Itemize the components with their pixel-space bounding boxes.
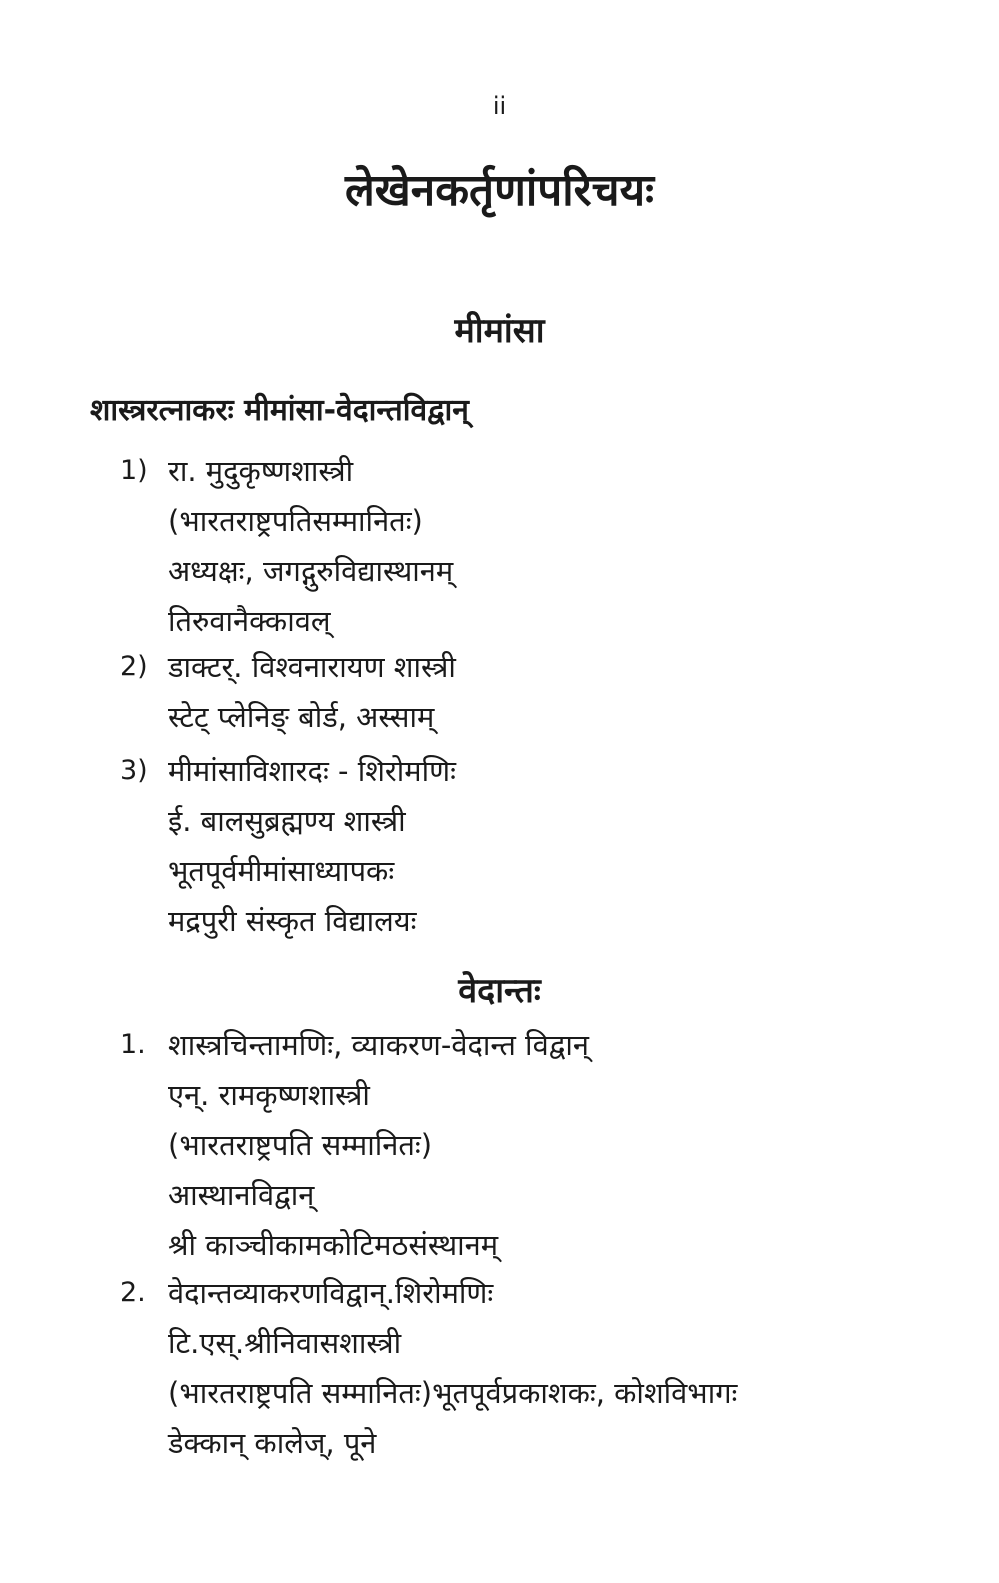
list-item-number: 2) bbox=[120, 651, 148, 682]
list-item-line: (भारतराष्ट्रपतिसम्मानितः) bbox=[168, 504, 423, 538]
section-subheading: शास्त्ररत्नाकरः मीमांसा-वेदान्तविद्वान् bbox=[90, 393, 469, 428]
list-item-line: स्टेट् प्लेनिङ् बोर्ड, अस्साम् bbox=[168, 700, 435, 734]
list-item-number: 3) bbox=[120, 755, 148, 786]
list-item-line: टि.एस्.श्रीनिवासशास्त्री bbox=[168, 1326, 402, 1360]
list-item-number: 1. bbox=[120, 1029, 146, 1060]
list-item-line: श्री काञ्चीकामकोटिमठसंस्थानम् bbox=[168, 1228, 499, 1262]
list-item-line: तिरुवानैक्कावल् bbox=[168, 604, 331, 638]
list-item-line: (भारतराष्ट्रपति सम्मानितः)भूतपूर्वप्रकाशकः, कोशविभागः bbox=[168, 1376, 738, 1410]
list-item-line: ई. बालसुब्रह्मण्य शास्त्री bbox=[168, 804, 406, 838]
list-item-line: डाक्टर्. विश्वनारायण शास्त्री bbox=[168, 650, 456, 684]
page-title: लेखेनकर्तृणांपरिचयः bbox=[344, 165, 655, 216]
page-number: ii bbox=[492, 92, 507, 120]
list-item-line: आस्थानविद्वान् bbox=[168, 1178, 315, 1212]
list-item-line: मीमांसाविशारदः - शिरोमणिः bbox=[168, 754, 456, 788]
list-item-line: रा. मुदुकृष्णशास्त्री bbox=[168, 454, 354, 488]
list-item-number: 2. bbox=[120, 1277, 146, 1308]
list-item-line: डेक्कान् कालेज्, पूने bbox=[168, 1426, 377, 1460]
section-heading-vedanta: वेदान्तः bbox=[458, 971, 541, 1011]
list-item-line: एन्. रामकृष्णशास्त्री bbox=[168, 1078, 370, 1112]
list-item-line: मद्रपुरी संस्कृत विद्यालयः bbox=[168, 904, 417, 938]
list-item-line: भूतपूर्वमीमांसाध्यापकः bbox=[168, 854, 395, 888]
list-item-line: अध्यक्षः, जगद्गुरुविद्यास्थानम् bbox=[168, 554, 454, 588]
section-heading-mimamsa: मीमांसा bbox=[454, 311, 545, 351]
list-item-number: 1) bbox=[120, 455, 148, 486]
list-item-line: (भारतराष्ट्रपति सम्मानितः) bbox=[168, 1128, 433, 1162]
list-item-line: शास्त्रचिन्तामणिः, व्याकरण-वेदान्त विद्वान् bbox=[168, 1028, 589, 1062]
list-item-line: वेदान्तव्याकरणविद्वान्.शिरोमणिः bbox=[168, 1276, 494, 1310]
